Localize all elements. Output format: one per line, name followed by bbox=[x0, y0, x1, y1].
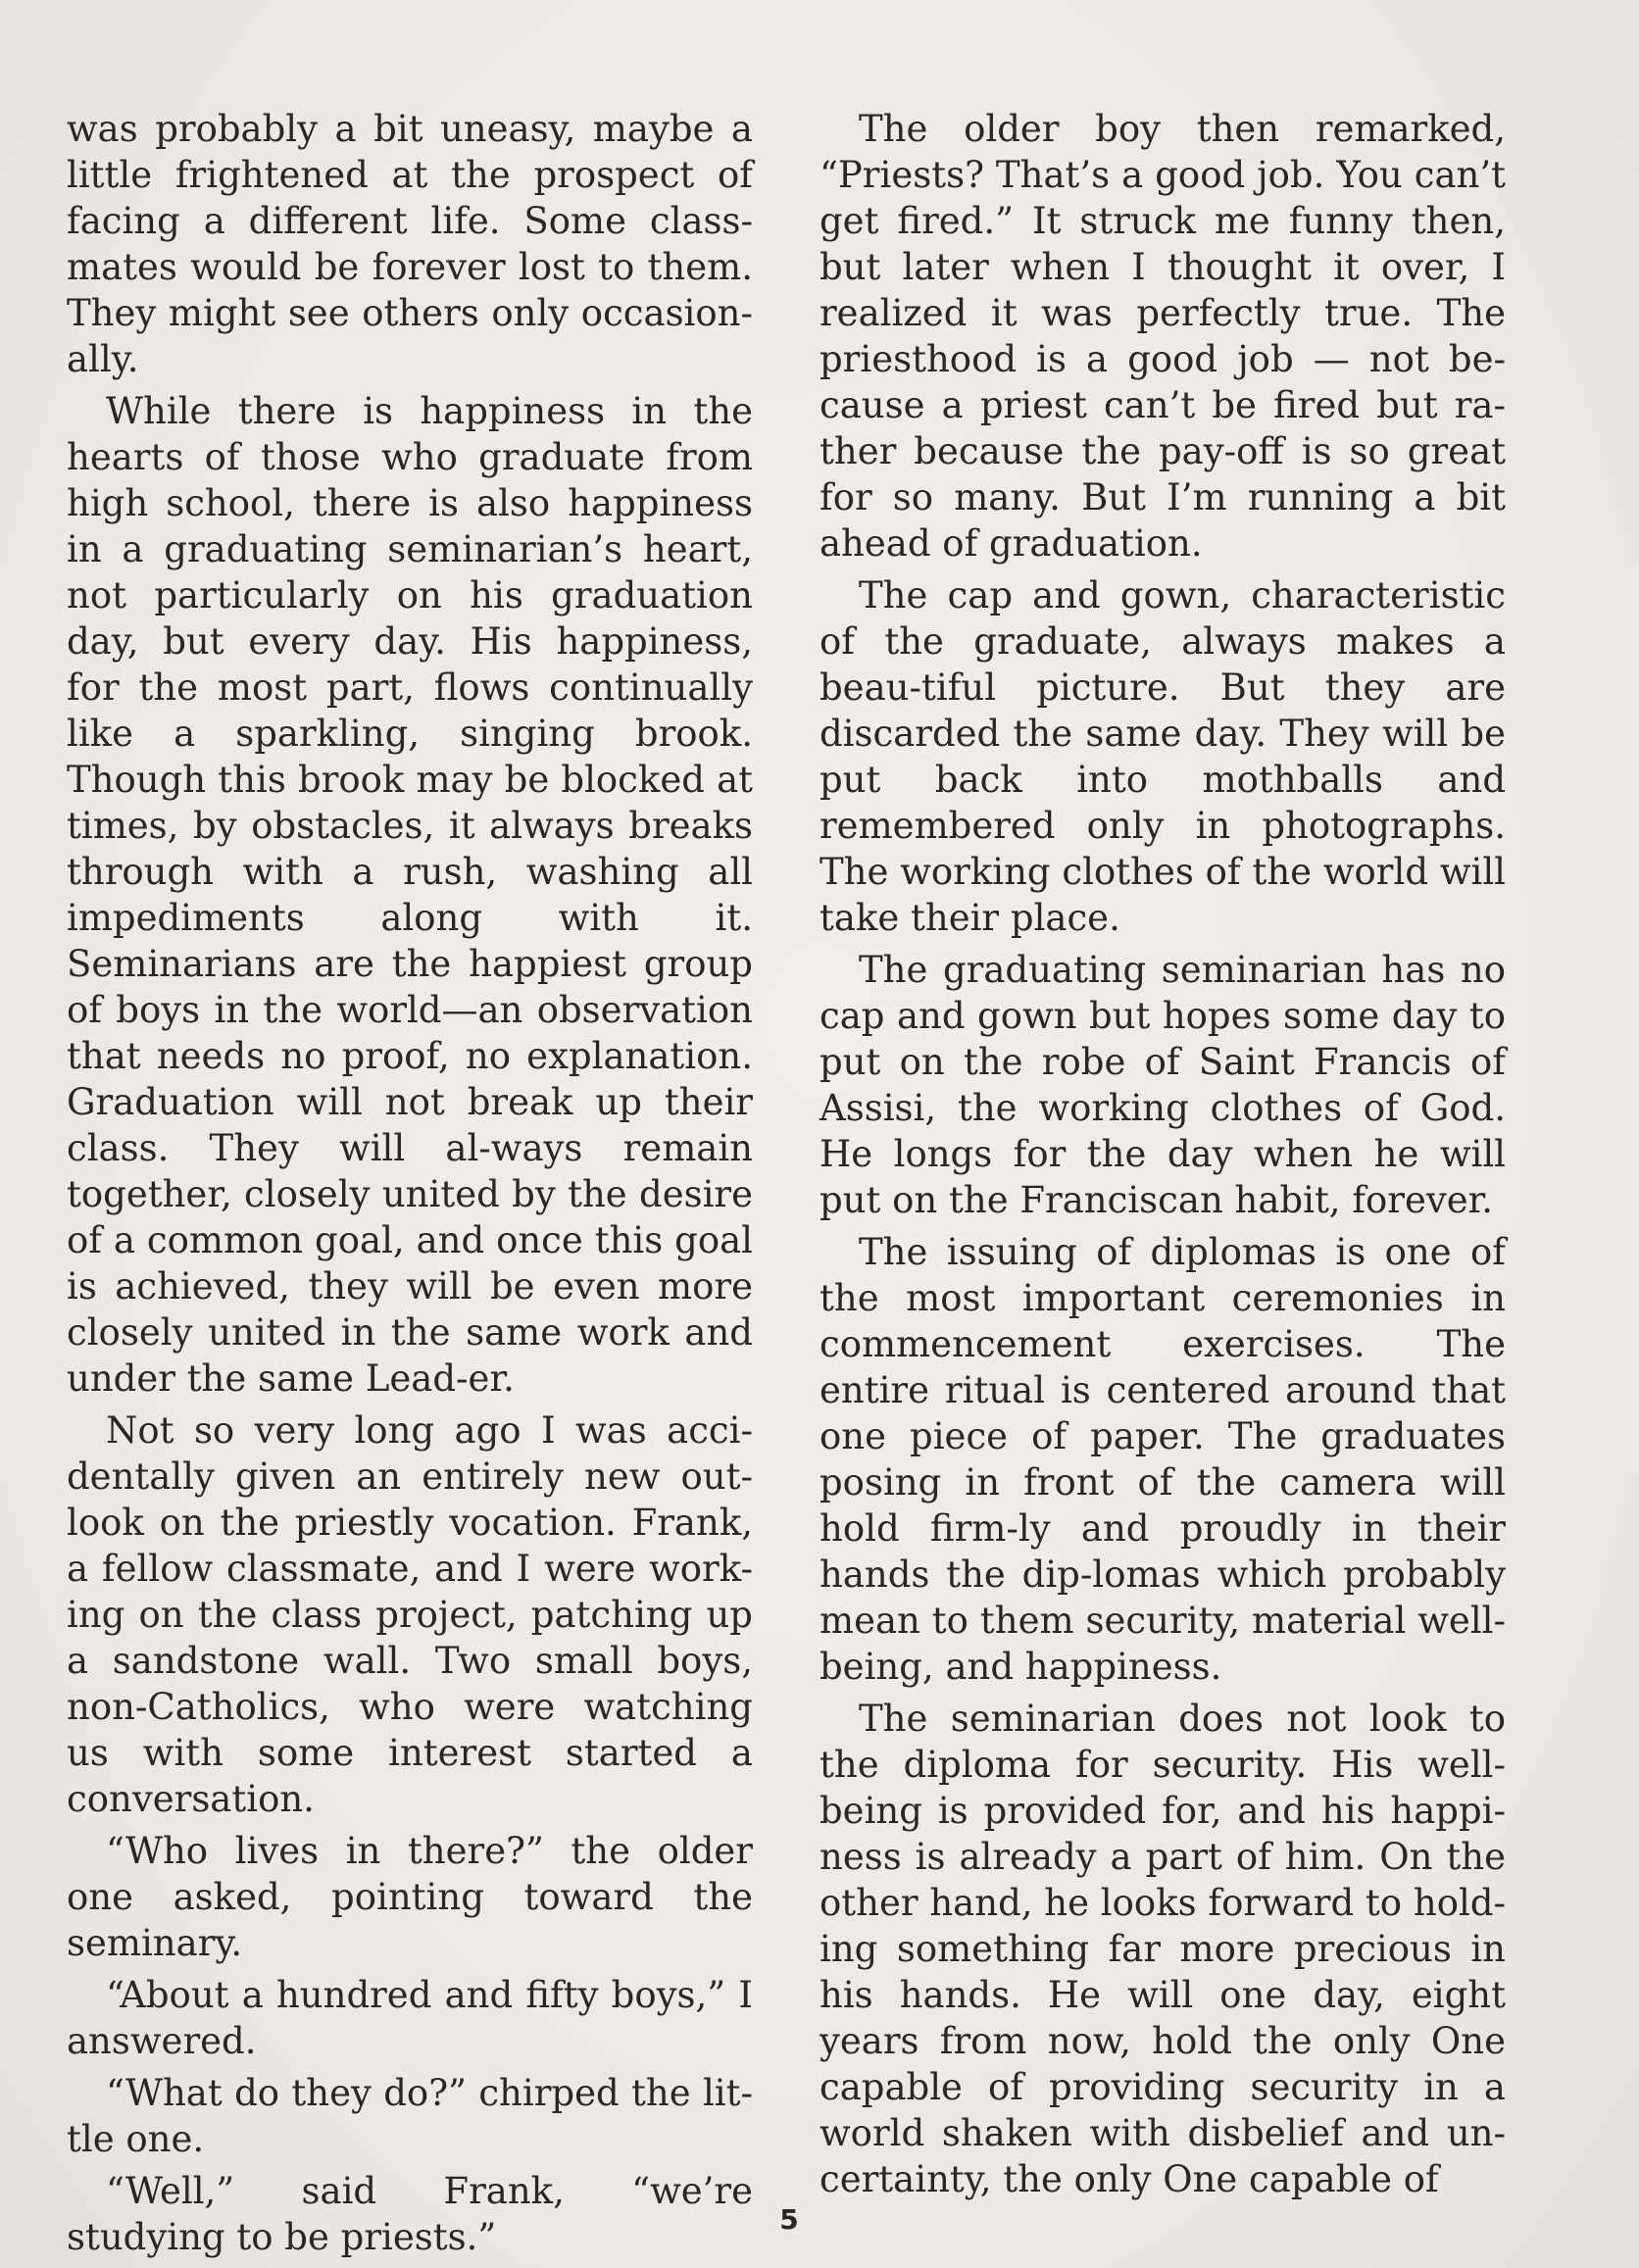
paragraph: “Who lives in there?” the older one asked, pointing toward the seminary. bbox=[67, 1830, 753, 1964]
paragraph: The issuing of diplomas is one of the most important ceremonies in commencement exercises. The entire ritual is centered around that one piece of paper. The graduates posing in front of the camera will hold firm-ly and proudly in their hands the dip-lomas which probably mean to them security, material well-being, and happiness. bbox=[820, 1231, 1506, 1688]
paragraph: “About a hundred and fifty boys,” I answered. bbox=[67, 1974, 753, 2062]
paragraph: The older boy then remarked, “Priests? That’s a good job. You can’t get fired.” It struck me funny then, but later when I thought it over, I realized it was perfectly true. The priesthood is a good job — not be-cause a priest can’t be fired but ra-ther because the pay-off is so great for so many. But I’m running a bit ahead of graduation. bbox=[820, 108, 1506, 565]
paragraph: “What do they do?” chirped the lit-tle one. bbox=[67, 2072, 753, 2160]
paragraph: While there is happiness in the hearts of those who graduate from high school, there is also happiness in a graduating seminarian’s heart, not particularly on his graduation day, but every day. His happiness, for the most part, flows continually like a sparkling, singing brook. Though this brook may be blocked at times, by obstacles, it always breaks through with a rush, washing all impediments along with it. Seminarians are the happiest group of boys in the world—an observation that needs no proof, no explanation. Graduation will not break up their class. They will al-ways remain together, closely united by the desire of a common goal, and once this goal is achieved, they will be even more closely united in the same work and under the same Lead-er. bbox=[67, 390, 753, 1400]
paragraph: The cap and gown, characteristic of the graduate, always makes a beau-tiful picture. But they are discarded the same day. They will be put back into mothballs and remembered only in photographs. The working clothes of the world will take their place. bbox=[820, 574, 1506, 939]
page-number: 5 bbox=[779, 2203, 799, 2236]
left-text-column bbox=[67, 106, 753, 2266]
paragraph: “Well,” said Frank, “we’re studying to be priests.” bbox=[67, 2170, 753, 2258]
paragraph: was probably a bit uneasy, maybe a little frightened at the prospect of facing a different life. Some class-mates would be forever lost to them. They might see others only occasion-ally. bbox=[67, 108, 753, 380]
paragraph: The seminarian does not look to the diploma for security. His well-being is provided for, and his happi-ness is already a part of him. On the other hand, he looks forward to hold-ing something far more precious in his hands. He will one day, eight years from now, hold the only One capable of providing security in a world shaken with disbelief and un-certainty, the only One capable of bbox=[820, 1698, 1506, 2200]
paragraph: The graduating seminarian has no cap and gown but hopes some day to put on the robe of Saint Francis of Assisi, the working clothes of God. He longs for the day when he will put on the Franciscan habit, forever. bbox=[820, 949, 1506, 1221]
right-text-column bbox=[820, 106, 1506, 2208]
paragraph: Not so very long ago I was acci-dentally given an entirely new out-look on the priestly vocation. Frank, a fellow classmate, and I were work-ing on the class project, patching up a sandstone wall. Two small boys, non-Catholics, who were watching us with some interest started a conversation. bbox=[67, 1409, 753, 1820]
